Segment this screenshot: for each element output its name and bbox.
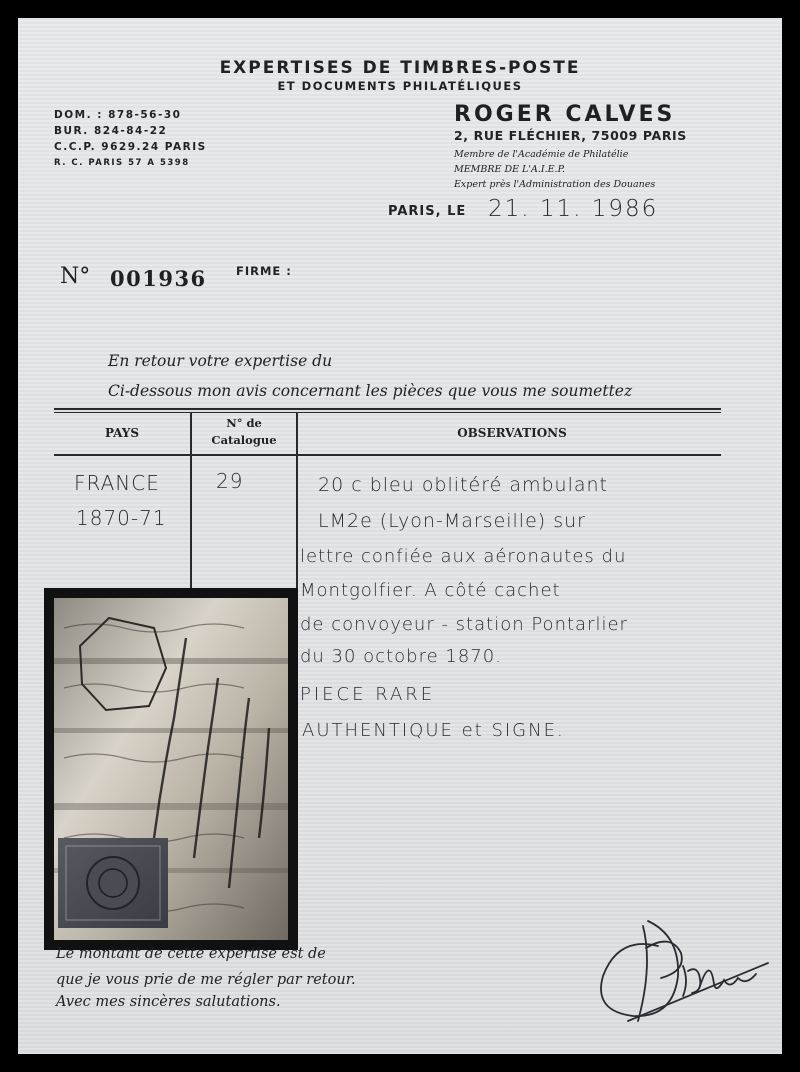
table-top-rule [54, 408, 721, 410]
credential-douanes: Expert près l'Administration des Douanes [454, 179, 656, 190]
footer-line-2: que je vous prie de me régler par retour. [56, 972, 356, 988]
observation-line-2: LM2e (Lyon-Marseille) sur [318, 510, 586, 532]
cover-photo-image [44, 588, 298, 950]
credential-aiep: MEMBRE DE L'A.I.E.P. [454, 164, 566, 175]
date-value: 21. 11. 1986 [488, 196, 659, 222]
catalogue-number: 29 [216, 469, 244, 493]
table-top-rule-thin [54, 412, 721, 413]
expert-address: 2, RUE FLÉCHIER, 75009 PARIS [454, 128, 687, 143]
credential-academie: Membre de l'Académie de Philatélie [454, 149, 629, 160]
table-header-rule [54, 454, 721, 456]
expert-signature [588, 896, 778, 1036]
pays-years: 1870-71 [76, 506, 167, 530]
observation-line-3: lettre confiée aux aéronautes du [300, 546, 627, 567]
phone-bur: BUR. 824-84-22 [54, 125, 168, 137]
observation-line-6: du 30 octobre 1870. [300, 646, 502, 667]
rc-number: R. C. PARIS 57 A 5398 [54, 158, 190, 168]
column-header-catalogue-line2: Catalogue [211, 433, 277, 447]
phone-dom: DOM. : 878-56-30 [54, 109, 182, 121]
footer-line-1: Le montant de cette expertise est de [56, 946, 326, 962]
observation-line-4: Montgolfier. A côté cachet [300, 580, 561, 601]
cover-photo [44, 588, 298, 950]
pays-country: FRANCE [74, 471, 160, 495]
observation-line-1: 20 c bleu oblitéré ambulant [318, 474, 608, 496]
number-label: N° [60, 264, 91, 289]
ccp-number: C.C.P. 9629.24 PARIS [54, 141, 207, 153]
date-prefix: PARIS, LE [388, 204, 467, 219]
observation-line-7: PIECE RARE [300, 684, 436, 705]
intro-line-2: Ci-dessous mon avis concernant les pièces que vous me soumettez [108, 382, 633, 400]
certificate-number: 001936 [110, 266, 207, 291]
observation-line-8: AUTHENTIQUE et SIGNE. [302, 720, 565, 741]
footer-line-3: Avec mes sincères salutations. [56, 994, 281, 1010]
firme-label: FIRME : [236, 264, 292, 278]
intro-line-1: En retour votre expertise du [108, 352, 333, 370]
letterhead-title: EXPERTISES DE TIMBRES-POSTE [219, 58, 581, 78]
letterhead-subtitle: ET DOCUMENTS PHILATÉLIQUES [277, 79, 523, 93]
expertise-certificate [18, 18, 782, 1054]
column-header-pays: PAYS [104, 426, 140, 440]
column-header-catalogue-line1: N° de [226, 416, 262, 430]
column-header-observations: OBSERVATIONS [457, 426, 567, 440]
expert-name: ROGER CALVES [454, 102, 676, 127]
observation-line-5: de convoyeur - station Pontarlier [300, 614, 628, 635]
